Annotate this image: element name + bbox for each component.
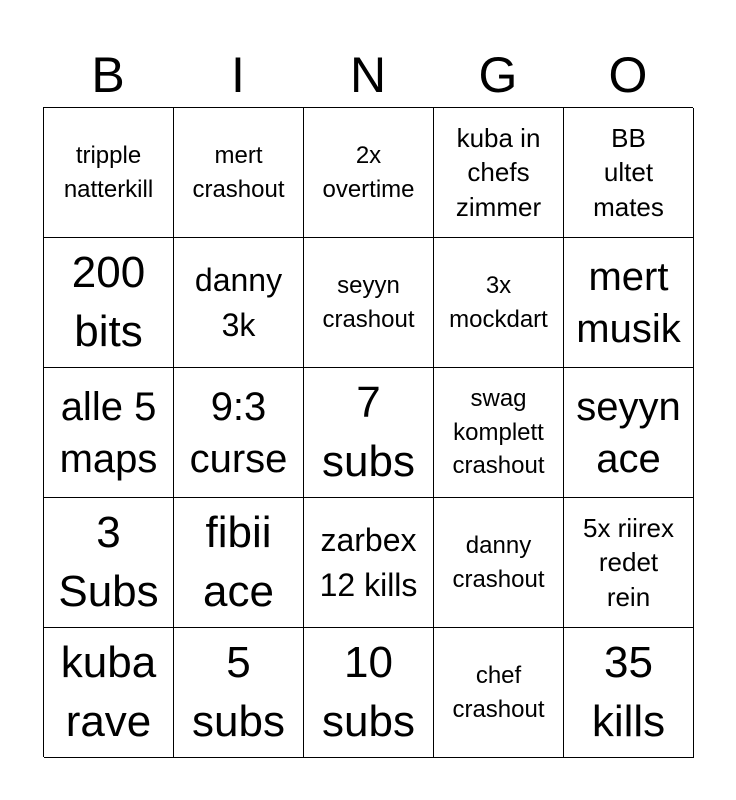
cell-label: 5x riirex redet rein	[582, 513, 674, 612]
bingo-cell[interactable]	[44, 108, 174, 238]
bingo-cell[interactable]	[174, 498, 304, 628]
bingo-header	[43, 44, 693, 106]
cell-label: zarbex 12 kills	[319, 522, 418, 603]
bingo-cell[interactable]	[174, 628, 304, 758]
cell-label: chef crashout	[452, 661, 545, 723]
cell-label: 3x mockdart	[449, 271, 548, 333]
cell-label: 2x overtime	[322, 141, 415, 203]
header-letter-n: N	[349, 47, 387, 103]
cell-label: 3 Subs	[58, 508, 159, 616]
cell-label: danny crashout	[452, 531, 545, 593]
header-letter-o: O	[608, 47, 648, 103]
bingo-cell[interactable]	[304, 368, 434, 498]
cell-label: 35 kills	[591, 638, 666, 746]
bingo-cell[interactable]	[434, 108, 564, 238]
bingo-cell[interactable]	[564, 498, 694, 628]
bingo-cell[interactable]	[304, 628, 434, 758]
cell-label: kuba in chefs zimmer	[455, 123, 542, 222]
cell-label: 5 subs	[192, 638, 285, 746]
bingo-cell[interactable]	[564, 238, 694, 368]
bingo-cell[interactable]	[564, 108, 694, 238]
bingo-cell[interactable]	[434, 368, 564, 498]
cell-label: seyyn crashout	[322, 271, 415, 333]
bingo-cell[interactable]	[44, 498, 174, 628]
bingo-cell[interactable]	[174, 368, 304, 498]
bingo-cell[interactable]	[304, 238, 434, 368]
cell-label: 9:3 curse	[189, 384, 288, 481]
bingo-cell[interactable]	[434, 498, 564, 628]
bingo-cell[interactable]	[564, 628, 694, 758]
cell-label: swag komplett crashout	[452, 385, 545, 480]
cell-label: 200 bits	[71, 248, 146, 356]
bingo-cell[interactable]	[44, 238, 174, 368]
bingo-grid	[43, 107, 693, 757]
cell-label: seyyn ace	[576, 384, 681, 481]
cell-label: danny 3k	[194, 262, 283, 343]
cell-label: kuba rave	[60, 638, 157, 746]
bingo-cell[interactable]	[564, 368, 694, 498]
bingo-cell[interactable]	[174, 238, 304, 368]
bingo-cell[interactable]	[304, 498, 434, 628]
cell-label: mert musik	[576, 254, 681, 351]
cell-label: alle 5 maps	[59, 384, 158, 481]
bingo-cell[interactable]	[304, 108, 434, 238]
bingo-cell[interactable]	[434, 628, 564, 758]
header-letter-b: B	[91, 47, 125, 103]
header-letter-i: I	[231, 47, 245, 103]
bingo-cell[interactable]	[174, 108, 304, 238]
cell-label: BB ultet mates	[593, 123, 664, 222]
bingo-cell[interactable]	[44, 368, 174, 498]
cell-label: 7 subs	[322, 378, 415, 486]
cell-label: tripple natterkill	[63, 141, 154, 203]
bingo-cell[interactable]	[434, 238, 564, 368]
bingo-cell[interactable]	[44, 628, 174, 758]
cell-label: 10 subs	[322, 638, 415, 746]
header-letter-g: G	[478, 47, 518, 103]
cell-label: fibii ace	[203, 508, 274, 616]
cell-label: mert crashout	[192, 141, 285, 203]
